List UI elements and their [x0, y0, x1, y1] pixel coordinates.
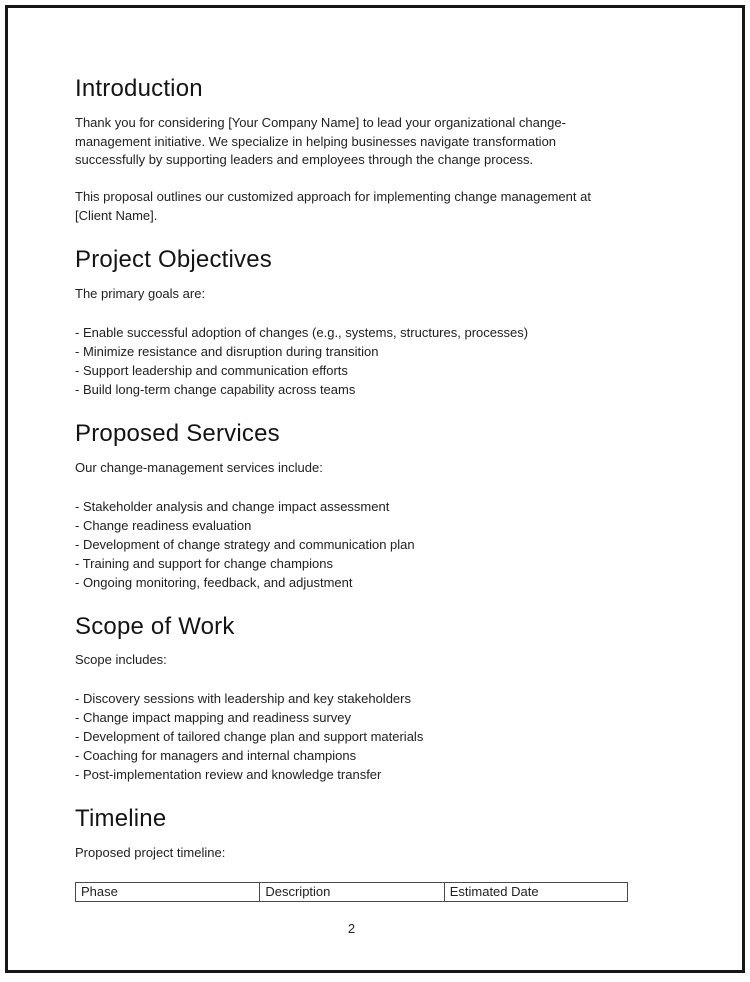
list-item: - Change readiness evaluation	[75, 517, 252, 533]
list-item: - Minimize resistance and disruption during transition	[75, 343, 379, 359]
paragraph: This proposal outlines our customized approach for implementing change management at [Client Name].	[75, 188, 591, 223]
document-content	[8, 8, 631, 936]
timeline-table	[75, 882, 628, 902]
section-proposed-services	[75, 421, 628, 592]
section-lead: Scope includes:	[75, 652, 167, 668]
list-item: - Discovery sessions with leadership and key stakeholders	[75, 691, 411, 707]
list-item: - Post-implementation review and knowledge transfer	[75, 767, 382, 783]
section-lead: Proposed project timeline:	[75, 845, 226, 860]
page-number-footer: 2	[347, 920, 356, 936]
section-heading-proposed-services: Proposed Services	[75, 419, 280, 447]
services-list	[75, 497, 628, 592]
objectives-list	[75, 323, 628, 399]
section-heading-scope-of-work: Scope of Work	[75, 612, 235, 640]
column-header-description: Description	[260, 882, 444, 901]
section-lead: The primary goals are:	[75, 286, 206, 302]
list-item: - Build long-term change capability across teams	[75, 381, 356, 397]
section-lead: Our change-management services include:	[75, 459, 323, 475]
list-item: - Ongoing monitoring, feedback, and adjustment	[75, 574, 353, 590]
section-scope-of-work	[75, 614, 628, 785]
column-header-phase: Phase	[76, 882, 260, 901]
section-timeline	[75, 806, 628, 902]
section-introduction	[75, 76, 628, 225]
section-heading-introduction: Introduction	[75, 75, 203, 102]
list-item: - Development of tailored change plan and support materials	[75, 729, 424, 745]
section-heading-timeline: Timeline	[75, 805, 167, 833]
list-item: - Development of change strategy and communication plan	[75, 536, 415, 552]
section-heading-project-objectives: Project Objectives	[75, 246, 273, 274]
list-item: - Stakeholder analysis and change impact assessment	[75, 498, 390, 514]
list-item: - Support leadership and communication efforts	[75, 362, 348, 378]
scope-list	[75, 689, 628, 784]
paragraph: Thank you for considering [Your Company Name] to lead your organizational change-management initiative. We specialize in helping businesses navigate transformation successfully by supporting leaders and employees through the change process.	[75, 114, 566, 168]
section-project-objectives	[75, 247, 628, 399]
list-item: - Change impact mapping and readiness survey	[75, 710, 352, 726]
document-page	[5, 5, 745, 973]
table-header-row	[76, 882, 628, 901]
list-item: - Coaching for managers and internal champions	[75, 748, 357, 764]
list-item: - Training and support for change champions	[75, 555, 333, 571]
column-header-estimated-date: Estimated Date	[444, 882, 627, 901]
list-item: - Enable successful adoption of changes (e.g., systems, structures, processes)	[75, 324, 529, 340]
